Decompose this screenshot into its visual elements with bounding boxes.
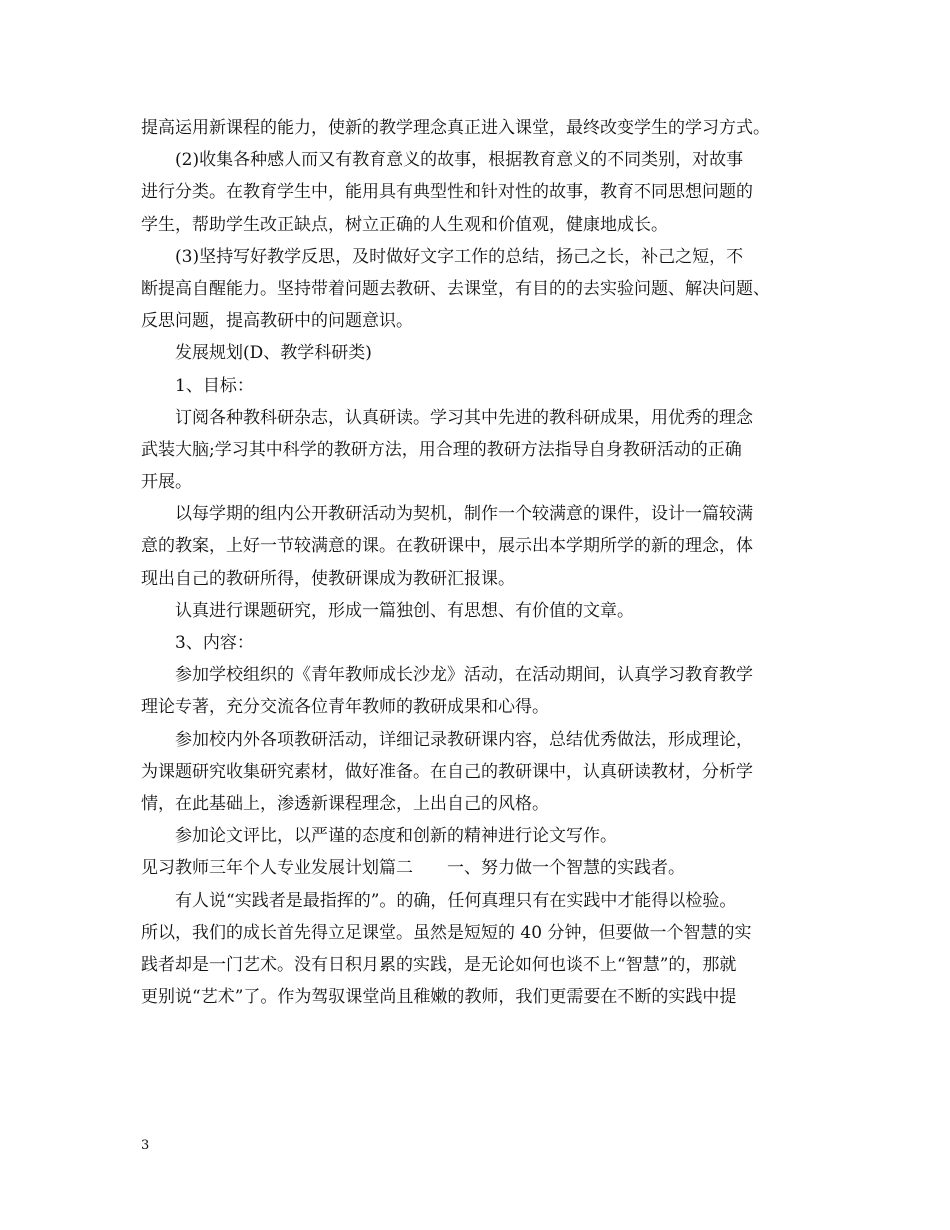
text-line: 学生，帮助学生改正缺点，树立正确的人生观和价值观，健康地成长。 [141,214,668,235]
text-line: 3、内容： [175,633,254,653]
text-line: (3)坚持写好教学反思，及时做好文字工作的总结，扬己之长，补己之短，不 [175,246,744,267]
text-line: 情，在此基础上，渗透新课程理念，上出自己的风格。 [141,793,549,814]
text-line: 反思问题，提高教研中的问题意识。 [141,311,413,332]
text-line: 参加学校组织的《青年教师成长沙龙》活动，在活动期间，认真学习教育教学 [175,665,753,686]
text-line: 见习教师三年个人专业发展计划篇二 一、努力做一个智慧的实践者。 [141,858,685,879]
text-line: 有人说“实践者是最指挥的”。的确，任何真理只有在实践中才能得以检验。 [175,890,737,911]
text-line: 意的教案，上好一节较满意的课。在教研课中，展示出本学期所学的新的理念，体 [141,536,753,557]
text-line: 提高运用新课程的能力，使新的教学理念真正进入课堂，最终改变学生的学习方式。 [141,118,770,138]
text-line: 理论专著，充分交流各位青年教师的教研成果和心得。 [141,697,549,718]
text-line: 践者却是一门艺术。没有日积月累的实践，是无论如何也谈不上“智慧”的，那就 [141,954,737,975]
text-line: 现出自己的教研所得，使教研课成为教研汇报课。 [141,568,515,589]
text-line: 更别说“艺术”了。作为驾驭课堂尚且稚嫩的教师，我们更需要在不断的实践中提 [141,987,737,1008]
text-line: 参加论文评比，以严谨的态度和创新的精神进行论文写作。 [175,826,617,847]
text-line: (2)收集各种感人而又有教育意义的故事，根据教育意义的不同类别，对故事 [175,150,744,171]
body-text [141,112,821,1013]
text-line: 订阅各种教科研杂志，认真研读。学习其中先进的教科研成果，用优秀的理念 [175,407,753,428]
text-line: 进行分类。在教育学生中，能用具有典型性和针对性的故事，教育不同思想问题的 [141,182,753,203]
text-line: 开展。 [141,472,192,493]
page-number: 3 [141,1138,150,1153]
text-line: 发展规划(D、教学科研类) [175,343,372,364]
text-line: 1、目标： [175,375,254,396]
text-line: 武装大脑;学习其中科学的教研方法，用合理的教研方法指导自身教研活动的正确 [141,439,742,460]
text-line: 为课题研究收集研究素材，做好准备。在自己的教研课中，认真研读教材，分析学 [141,761,753,782]
text-line: 断提高自醒能力。坚持带着问题去教研、去课堂，有目的的去实验问题、解决问题、 [141,278,770,299]
text-line: 认真进行课题研究，形成一篇独创、有思想、有价值的文章。 [175,600,634,621]
text-line: 所以，我们的成长首先得立足课堂。虽然是短短的 40 分钟，但要做一个智慧的实 [141,922,752,943]
text-line: 以每学期的组内公开教研活动为契机，制作一个较满意的课件，设计一篇较满 [175,504,753,525]
text-line: 参加校内外各项教研活动，详细记录教研课内容，总结优秀做法，形成理论， [175,729,753,750]
